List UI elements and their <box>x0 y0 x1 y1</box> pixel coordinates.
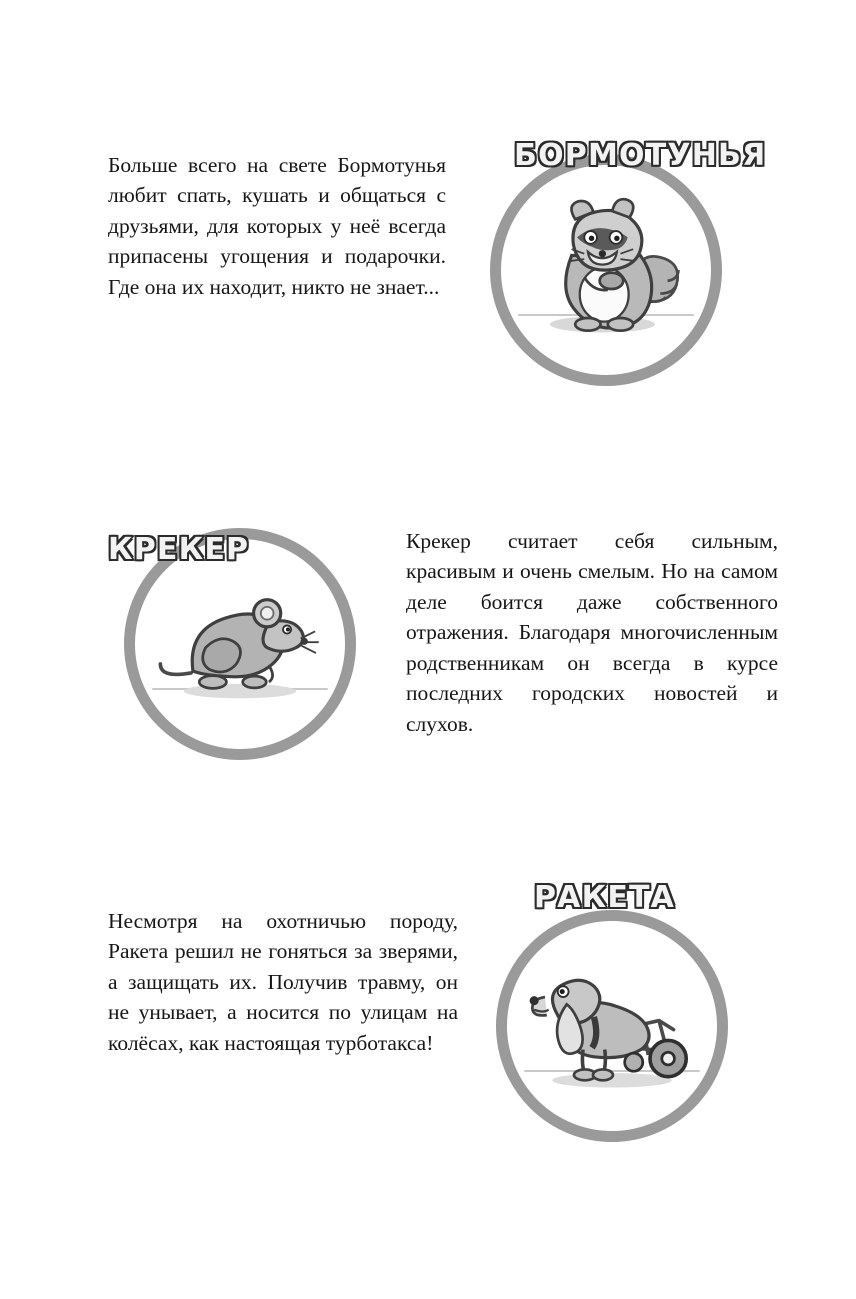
character-entry-bormotunya <box>108 120 767 420</box>
dachshund-on-wheels-icon <box>507 921 717 1131</box>
character-illustration-kreker <box>90 494 390 794</box>
raccoon-icon <box>501 165 711 375</box>
character-entry-kreker <box>90 494 778 794</box>
character-illustration-bormotunya <box>456 120 767 420</box>
character-description-bormotunya: Больше всего на свете Бормотунья любит спать, кушать и общаться с друзьями, для которых у неё всегда припасены угощения и подарочки. Где она их находит, никто не знает... <box>108 152 446 299</box>
circle-frame-raketa <box>496 910 728 1142</box>
character-name-kreker: КРЕКЕР <box>108 532 250 567</box>
character-name-bormotunya: БОРМОТУНЬЯ <box>514 138 767 173</box>
character-entry-raketa <box>108 876 762 1176</box>
character-name-raketa: РАКЕТА <box>534 880 676 915</box>
mouse-icon <box>135 539 345 749</box>
character-illustration-raketa <box>462 876 762 1176</box>
character-description-raketa: Несмотря на охотничью породу, Ракета решил не гоняться за зверями, а защищать их. Получив травму, он не унывает, а носится по улицам на колёсах, как настоящая турботакса! <box>108 908 458 1055</box>
circle-frame-bormotunya <box>490 154 722 386</box>
character-description-kreker: Крекер считает себя сильным, красивым и очень смелым. Но на самом деле боится даже собственного отражения. Благодаря многочисленным родственникам он всегда в курсе последних городских новостей и слухов. <box>406 528 778 736</box>
